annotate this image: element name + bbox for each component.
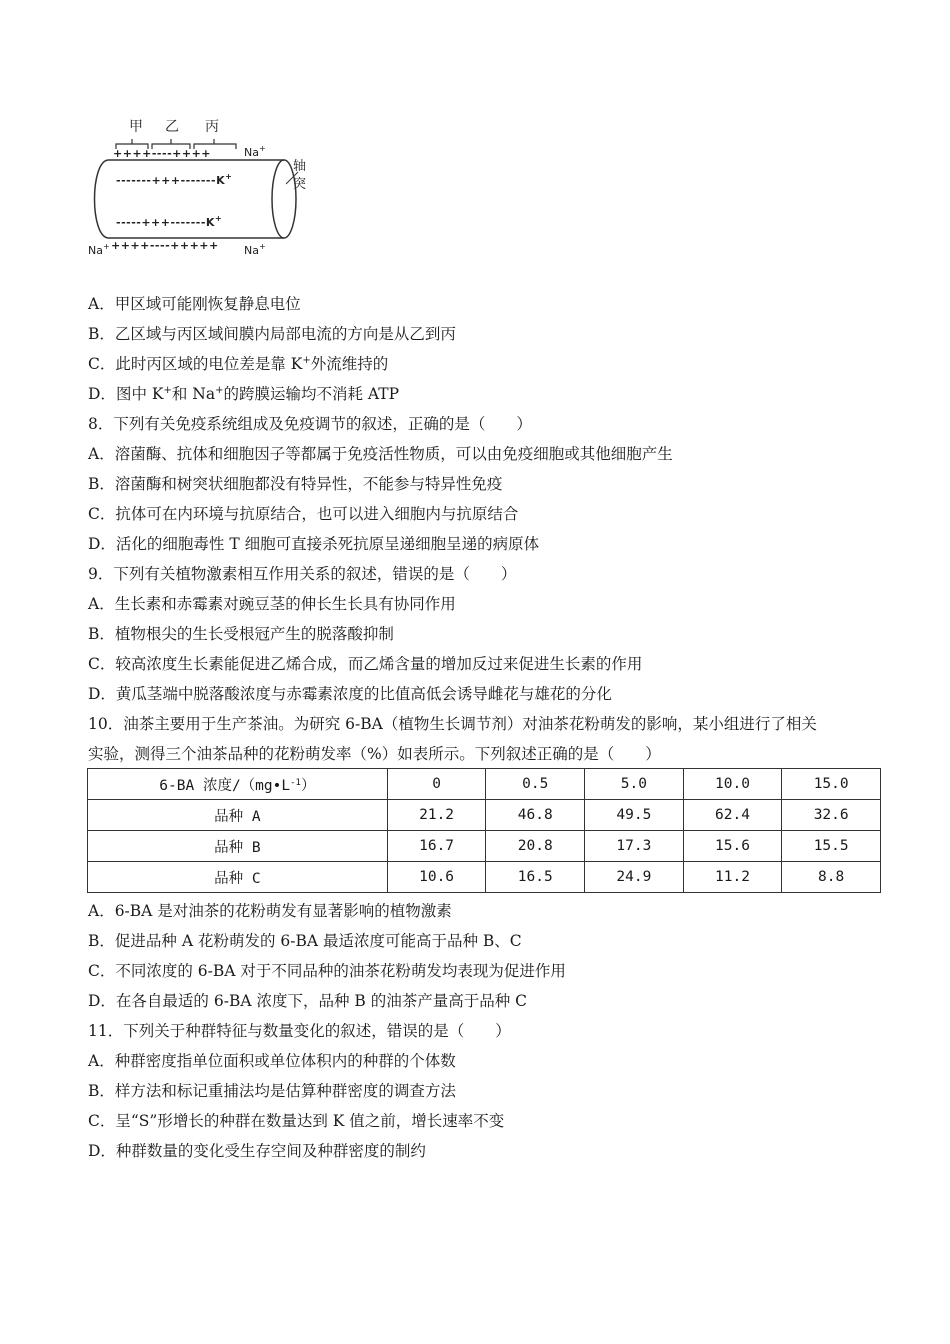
table-row xyxy=(88,862,881,893)
q10-option-d: D．在各自最适的 6-BA 浓度下，品种 B 的油茶产量高于品种 C xyxy=(88,992,527,1010)
q10-option-b: B．促进品种 A 花粉萌发的 6-BA 最适浓度可能高于品种 B、C xyxy=(88,932,522,950)
label-axon-2: 突 xyxy=(293,177,307,192)
q8-option-a: A．溶菌酶、抗体和细胞因子等都属于免疫活性物质，可以由免疫细胞或其他细胞产生 xyxy=(88,445,673,463)
table-header-cell: 15.0 xyxy=(782,769,881,800)
top-charges: ++++----++++ xyxy=(113,147,211,160)
table-cell: 15.6 xyxy=(683,831,782,862)
q9-option-d: D．黄瓜茎端中脱落酸浓度与赤霉素浓度的比值高低会诱导雌花与雄花的分化 xyxy=(88,685,612,703)
na-top-label: Na+ xyxy=(244,144,266,159)
table-cell: 17.3 xyxy=(585,831,684,862)
inner-top-charges: -------+++-------K+ xyxy=(116,172,233,187)
q11-option-a: A．种群密度指单位面积或单位体积内的种群的个体数 xyxy=(88,1052,456,1070)
q11-option-d: D．种群数量的变化受生存空间及种群密度的制约 xyxy=(88,1142,426,1160)
na-bottom-left-label: Na+ xyxy=(88,242,110,257)
q10-option-a: A．6-BA 是对油茶的花粉萌发有显著影响的植物激素 xyxy=(88,902,452,920)
q9-stem: 9．下列有关植物激素相互作用关系的叙述，错误的是（ ） xyxy=(88,565,517,583)
q10-data-table xyxy=(87,768,881,893)
label-axon: 轴 xyxy=(293,159,307,174)
q10-stem-line2: 实验，测得三个油茶品种的花粉萌发率（%）如表所示。下列叙述正确的是（ ） xyxy=(88,745,661,763)
table-cell: 24.9 xyxy=(585,862,684,893)
table-cell: 20.8 xyxy=(486,831,585,862)
inner-bottom-charges: -----+++-------K+ xyxy=(116,214,223,229)
q9-option-b: B．植物根尖的生长受根冠产生的脱落酸抑制 xyxy=(88,625,394,643)
table-cell: 62.4 xyxy=(683,800,782,831)
table-header-cell: 0.5 xyxy=(486,769,585,800)
q9-option-a: A．生长素和赤霉素对豌豆茎的伸长生长具有协同作用 xyxy=(88,595,456,613)
table-cell: 16.5 xyxy=(486,862,585,893)
q7-option-b: B．乙区域与丙区域间膜内局部电流的方向是从乙到丙 xyxy=(88,325,456,343)
q9-option-c: C．较高浓度生长素能促进乙烯合成，而乙烯含量的增加反过来促进生长素的作用 xyxy=(88,655,643,673)
q7-option-d: D．图中 K+和 Na+的跨膜运输均不消耗 ATP xyxy=(88,385,400,403)
table-row-label: 品种 B xyxy=(88,831,388,862)
table-cell: 8.8 xyxy=(782,862,881,893)
table-cell: 49.5 xyxy=(585,800,684,831)
table-row-label: 品种 A xyxy=(88,800,388,831)
q11-stem: 11．下列关于种群特征与数量变化的叙述，错误的是（ ） xyxy=(88,1022,511,1040)
q7-option-c: C．此时丙区域的电位差是靠 K+外流维持的 xyxy=(88,355,389,373)
q8-option-d: D．活化的细胞毒性 T 细胞可直接杀死抗原呈递细胞呈递的病原体 xyxy=(88,535,540,553)
table-row xyxy=(88,831,881,862)
table-cell: 11.2 xyxy=(683,862,782,893)
table-header-cell: 10.0 xyxy=(683,769,782,800)
table-cell: 21.2 xyxy=(387,800,486,831)
table-cell: 16.7 xyxy=(387,831,486,862)
table-header-label: 6-BA 浓度$/(mg•L^{-1})$ xyxy=(88,769,388,800)
table-cell: 10.6 xyxy=(387,862,486,893)
axon-left-end xyxy=(95,160,109,238)
table-row-label: 品种 C xyxy=(88,862,388,893)
table-header-row xyxy=(88,769,881,800)
table-header-cell: 0 xyxy=(387,769,486,800)
q7-option-a: A．甲区域可能刚恢复静息电位 xyxy=(88,295,301,313)
label-jia: 甲 xyxy=(129,119,143,135)
table-header-cell: 5.0 xyxy=(585,769,684,800)
table-cell: 32.6 xyxy=(782,800,881,831)
q8-option-c: C．抗体可在内环境与抗原结合，也可以进入细胞内与抗原结合 xyxy=(88,505,519,523)
table-cell: 15.5 xyxy=(782,831,881,862)
q11-option-c: C．呈“S”形增长的种群在数量达到 K 值之前，增长速率不变 xyxy=(88,1112,505,1130)
q10-stem-line1: 10．油茶主要用于生产茶油。为研究 6-BA（植物生长调节剂）对油茶花粉萌发的影响，某小组进行了相关 xyxy=(88,715,817,733)
axon-diagram xyxy=(86,112,316,272)
axon-diagram-svg xyxy=(86,112,316,272)
label-bing: 丙 xyxy=(205,119,219,135)
label-yi: 乙 xyxy=(165,119,179,135)
table-row xyxy=(88,800,881,831)
q8-stem: 8．下列有关免疫系统组成及免疫调节的叙述，正确的是（ ） xyxy=(88,415,532,433)
table-cell: 46.8 xyxy=(486,800,585,831)
bottom-charges: ++++----+++++ xyxy=(111,239,219,252)
q11-option-b: B．样方法和标记重捕法均是估算种群密度的调查方法 xyxy=(88,1082,456,1100)
q8-option-b: B．溶菌酶和树突状细胞都没有特异性，不能参与特异性免疫 xyxy=(88,475,503,493)
na-bottom-right-label: Na+ xyxy=(244,242,266,257)
q10-option-c: C．不同浓度的 6-BA 对于不同品种的油茶花粉萌发均表现为促进作用 xyxy=(88,962,566,980)
